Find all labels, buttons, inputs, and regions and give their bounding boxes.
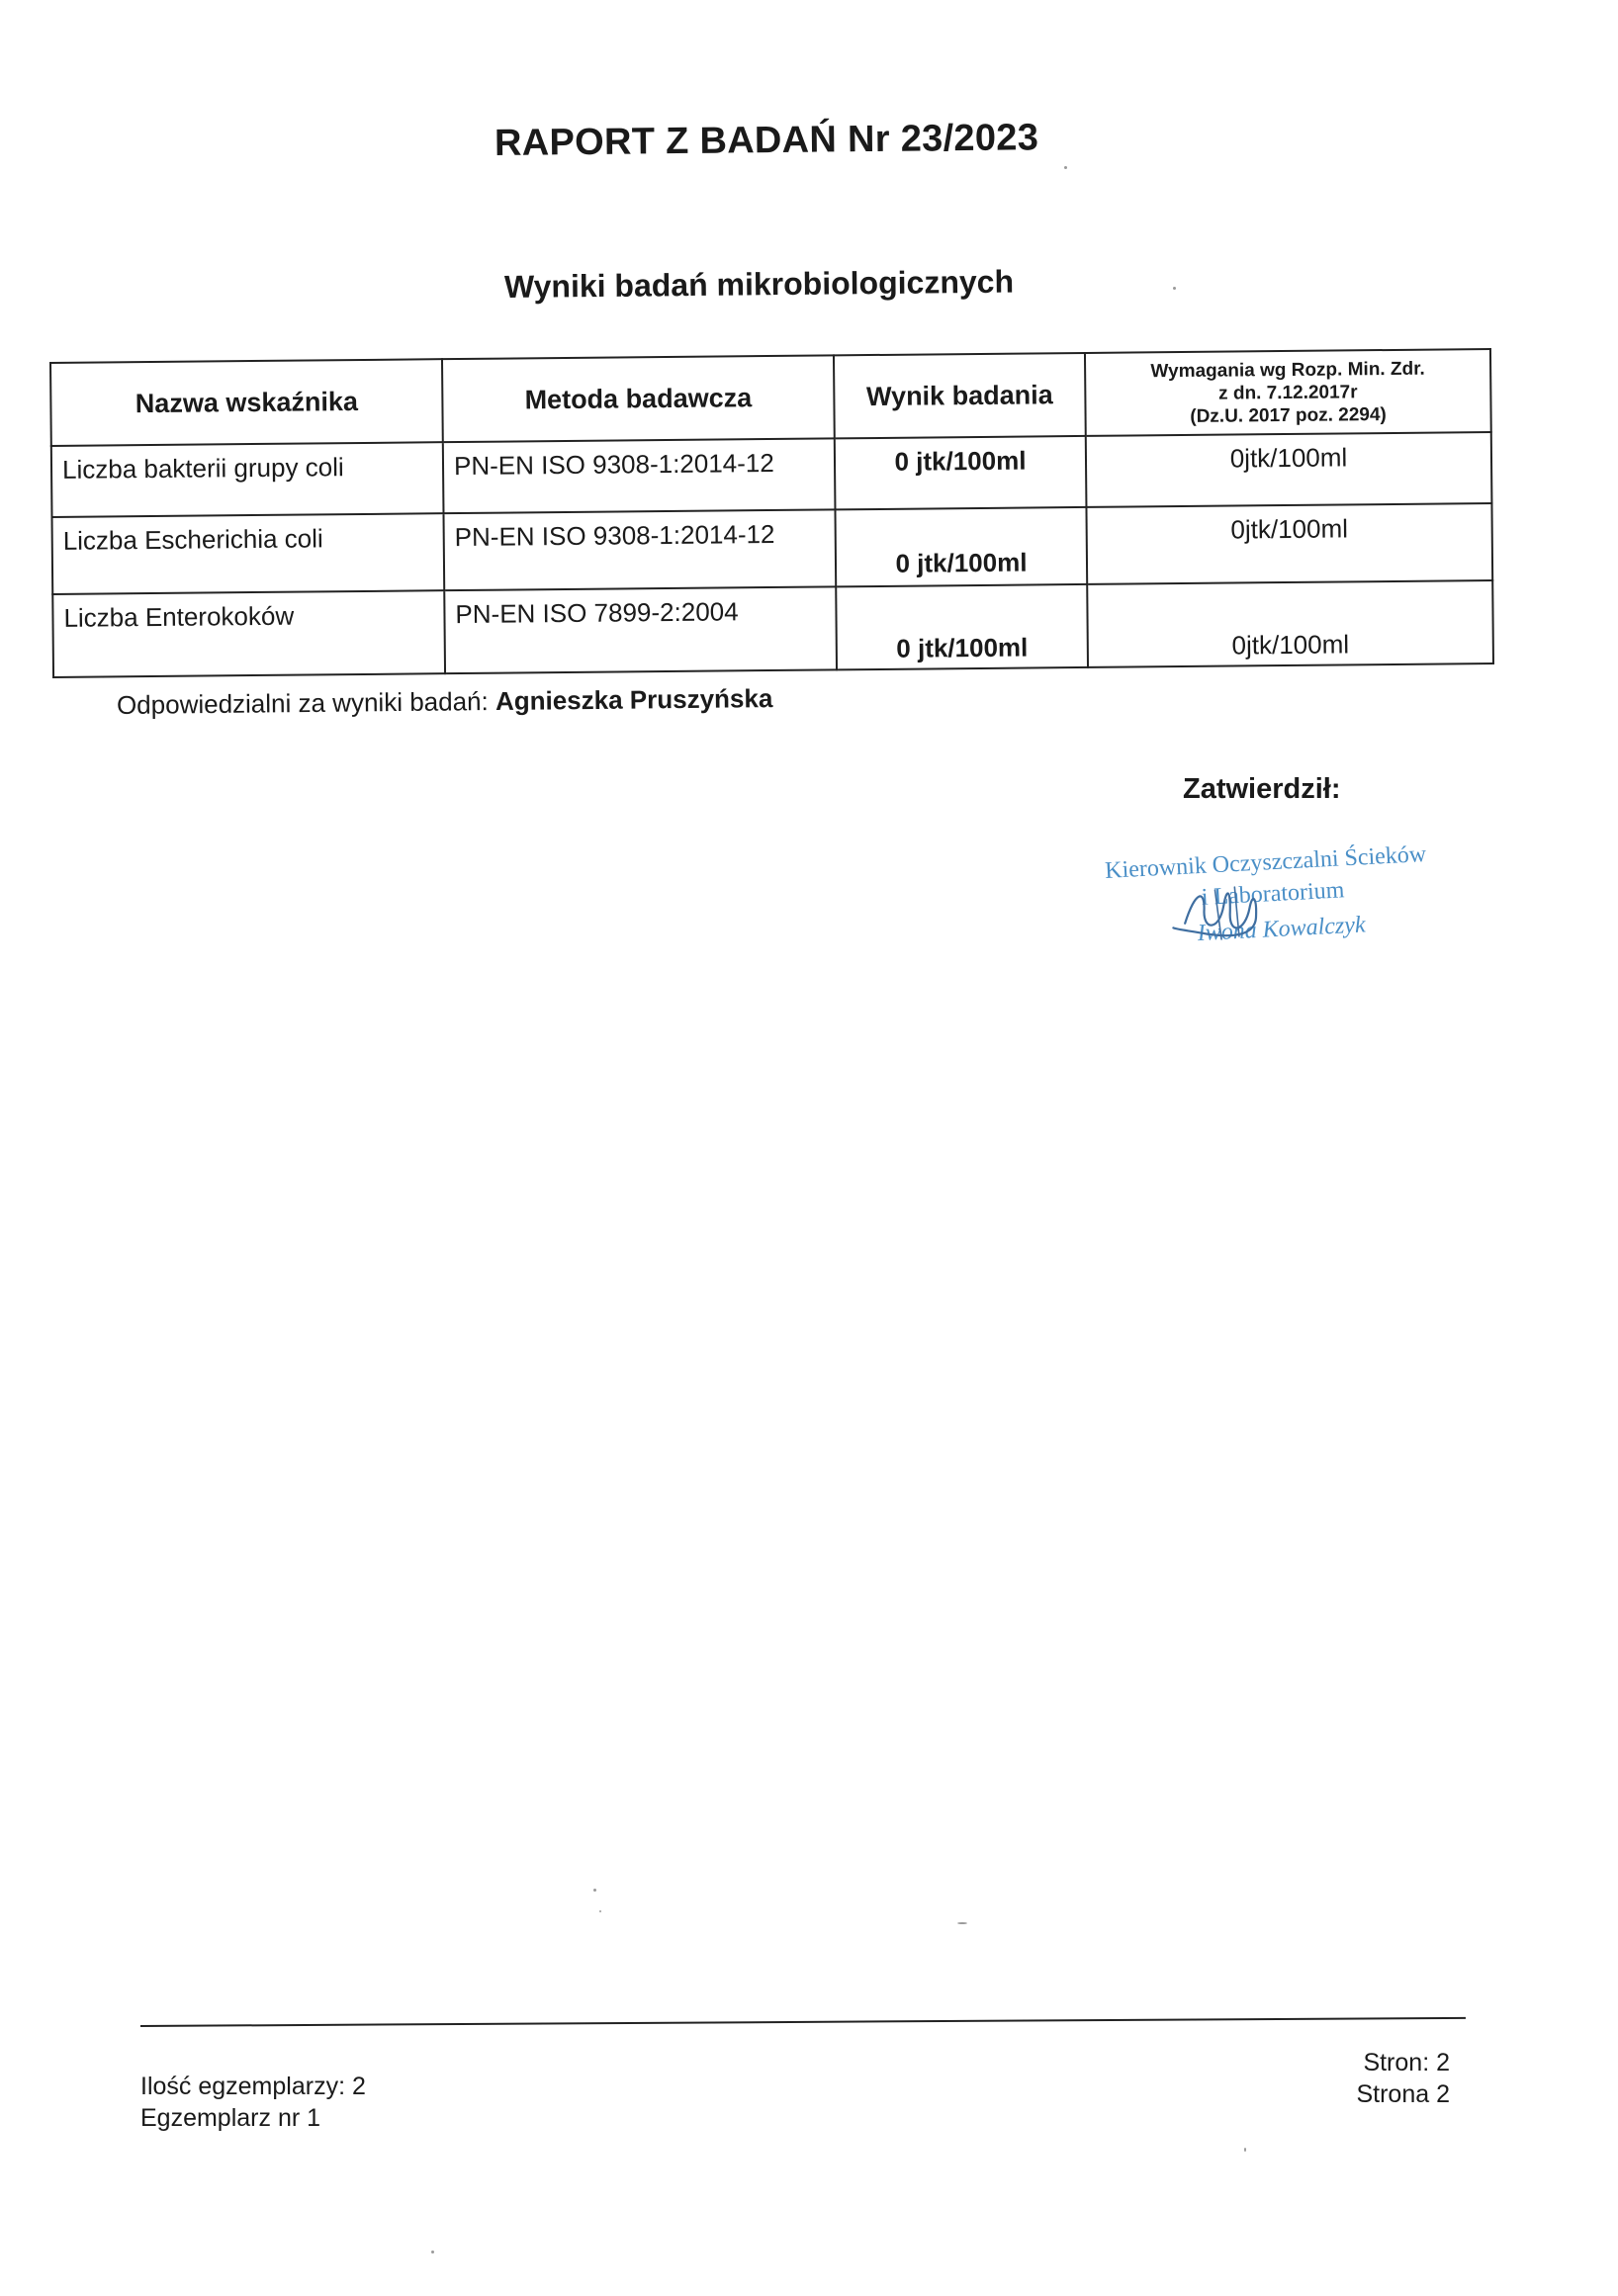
requirement-cell: 0jtk/100ml	[1086, 432, 1492, 507]
footer-copies-info	[140, 2071, 366, 2134]
responsible-label: Odpowiedzialni za wyniki badań:	[116, 686, 489, 720]
scan-speck	[1064, 166, 1067, 169]
table-row	[51, 432, 1492, 517]
requirement-cell: 0jtk/100ml	[1087, 580, 1493, 667]
stamp-line-2: i Laboratorium	[1201, 877, 1345, 911]
page-current: Strona 2	[1356, 2080, 1450, 2108]
report-title: RAPORT Z BADAŃ Nr 23/2023	[494, 117, 1039, 164]
indicator-name-cell: Liczba Enterokoków	[52, 590, 445, 677]
scan-speck	[599, 1910, 601, 1912]
result-cell: 0 jtk/100ml	[835, 507, 1087, 586]
results-table	[49, 348, 1494, 678]
scan-speck	[957, 1922, 967, 1924]
copies-count: Ilość egzemplarzy: 2	[140, 2073, 366, 2100]
footer-divider	[140, 2017, 1466, 2027]
requirements-line-3: (Dz.U. 2017 poz. 2294)	[1190, 403, 1387, 427]
approval-label: Zatwierdził:	[1183, 773, 1341, 805]
header-indicator-name: Nazwa wskaźnika	[50, 359, 443, 446]
scan-speck	[1244, 2148, 1246, 2152]
scan-speck	[593, 1889, 596, 1892]
result-cell: 0 jtk/100ml	[835, 436, 1087, 509]
responsible-person: Agnieszka Pruszyńska	[494, 683, 773, 716]
requirements-line-2: z dn. 7.12.2017r	[1218, 381, 1358, 404]
table-row	[52, 580, 1493, 677]
method-cell: PN-EN ISO 9308-1:2014-12	[443, 509, 836, 590]
approval-stamp	[1104, 827, 1485, 975]
method-cell: PN-EN ISO 9308-1:2014-12	[443, 438, 836, 513]
pages-total: Stron: 2	[1363, 2049, 1450, 2076]
method-cell: PN-EN ISO 7899-2:2004	[444, 586, 837, 673]
responsible-line	[117, 683, 773, 721]
table-row	[52, 503, 1493, 594]
header-requirements	[1085, 349, 1491, 436]
signature-icon	[1164, 865, 1306, 951]
requirement-cell: 0jtk/100ml	[1086, 503, 1492, 584]
table-header-row	[50, 349, 1491, 446]
result-cell: 0 jtk/100ml	[836, 584, 1088, 669]
stamp-line-1: Kierownik Oczyszczalni Ścieków	[1104, 840, 1427, 884]
requirements-line-1: Wymagania wg Rozp. Min. Zdr.	[1150, 358, 1425, 382]
stamp-line-3: Iwona Kowalczyk	[1197, 912, 1367, 947]
indicator-name-cell: Liczba Escherichia coli	[52, 513, 445, 594]
indicator-name-cell: Liczba bakterii grupy coli	[51, 442, 444, 517]
section-title: Wyniki badań mikrobiologicznych	[503, 263, 1015, 305]
scan-speck	[431, 2251, 434, 2253]
header-test-result: Wynik badania	[834, 353, 1086, 438]
header-test-method: Metoda badawcza	[442, 355, 835, 442]
copy-number: Egzemplarz nr 1	[140, 2104, 321, 2132]
footer-page-info	[1345, 2047, 1450, 2110]
scan-speck	[1173, 287, 1176, 290]
